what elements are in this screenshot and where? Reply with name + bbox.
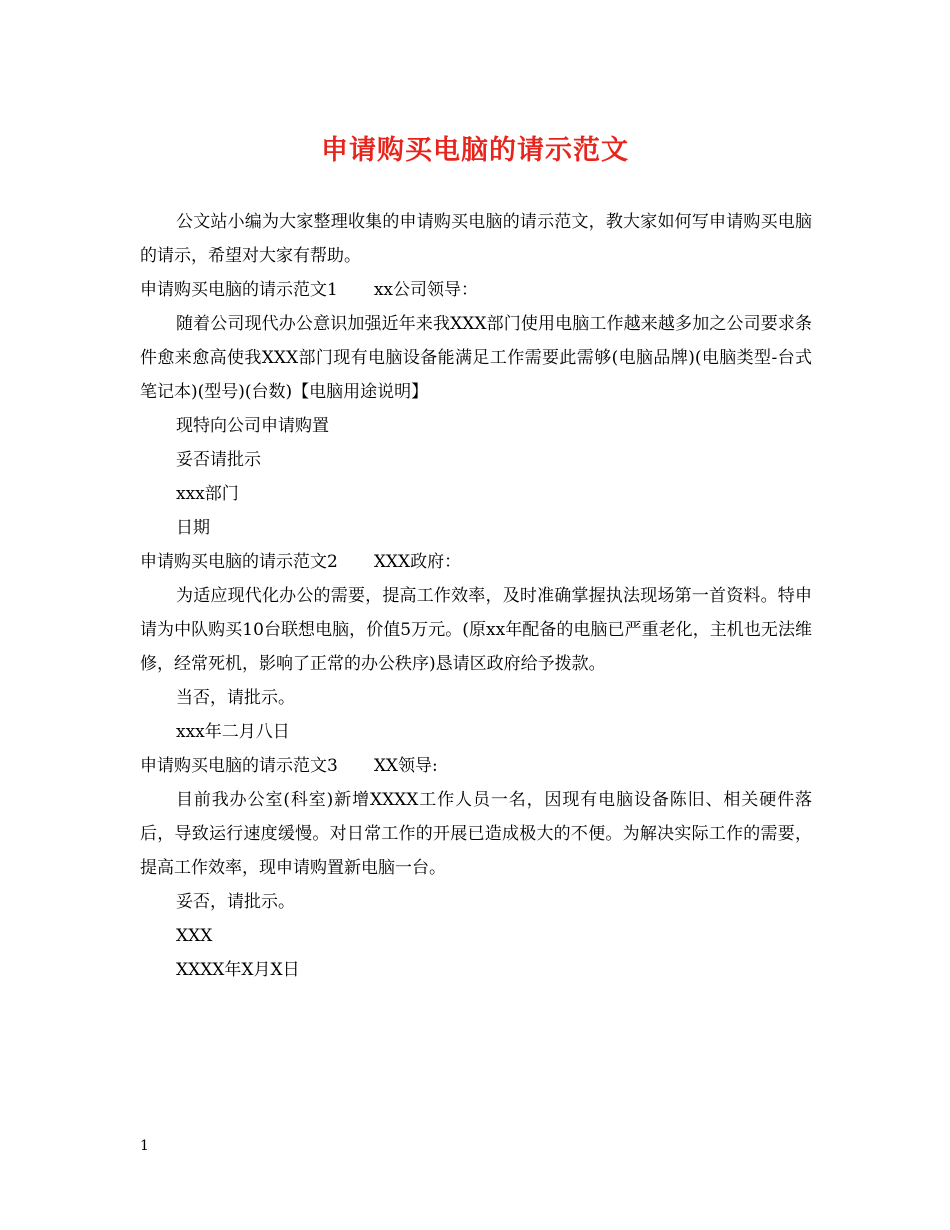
sample3-signer: XXX: [176, 926, 213, 946]
sample1-body: 随着公司现代办公意识加强近年来我XXX部门使用电脑工作越来越多加之公司要求条件愈来愈高使我XXX部门现有电脑设备能满足工作需要此需够(电脑品牌)(电脑类型-台式笔记本)(型号)(台数)【电脑用途说明】: [140, 314, 812, 402]
sample2-body: 为适应现代化办公的需要，提高工作效率，及时准确掌握执法现场第一首资料。特申请为中队购买10台联想电脑，价值5万元。(原xx年配备的电脑已严重老化，主机也无法维修，经常死机，影响了正常的办公秩序)恳请区政府给予拨款。: [140, 586, 812, 674]
sample2-addressee: XXX政府：: [373, 552, 462, 572]
page-number: 1: [140, 1138, 149, 1154]
sample1-heading: 申请购买电脑的请示范文1: [140, 280, 338, 300]
sample1-date: 日期: [176, 518, 210, 538]
sample2-heading: 申请购买电脑的请示范文2: [140, 552, 338, 572]
sample2-heading-line: [140, 545, 812, 579]
intro-paragraph: 公文站小编为大家整理收集的申请购买电脑的请示范文，教大家如何写申请购买电脑的请示，希望对大家有帮助。: [140, 212, 812, 266]
sample3-addressee: XX领导:: [373, 756, 438, 776]
sample2-date: xxx年二月八日: [176, 722, 290, 742]
sample2-approval: 当否，请批示。: [176, 688, 295, 708]
sample1-approval: 妥否请批示: [176, 450, 261, 470]
sample1-heading-line: [140, 273, 812, 307]
sample3-body: 目前我办公室(科室)新增XXXX工作人员一名，因现有电脑设备陈旧、相关硬件落后，导致运行速度缓慢。对日常工作的开展已造成极大的不便。为解决实际工作的需要，提高工作效率，现申请购置新电脑一台。: [140, 790, 812, 878]
sample1-request: 现特向公司申请购置: [176, 416, 329, 436]
sample3-approval: 妥否，请批示。: [176, 892, 295, 912]
sample3-heading: 申请购买电脑的请示范文3: [140, 756, 338, 776]
sample3-heading-line: [140, 749, 812, 783]
sample1-department: xxx部门: [176, 484, 239, 504]
sample1-addressee: xx公司领导：: [373, 280, 479, 300]
sample3-date: XXXX年X月X日: [176, 960, 300, 980]
document-title: 申请购买电脑的请示范文: [321, 135, 629, 166]
document-body: [140, 205, 812, 987]
